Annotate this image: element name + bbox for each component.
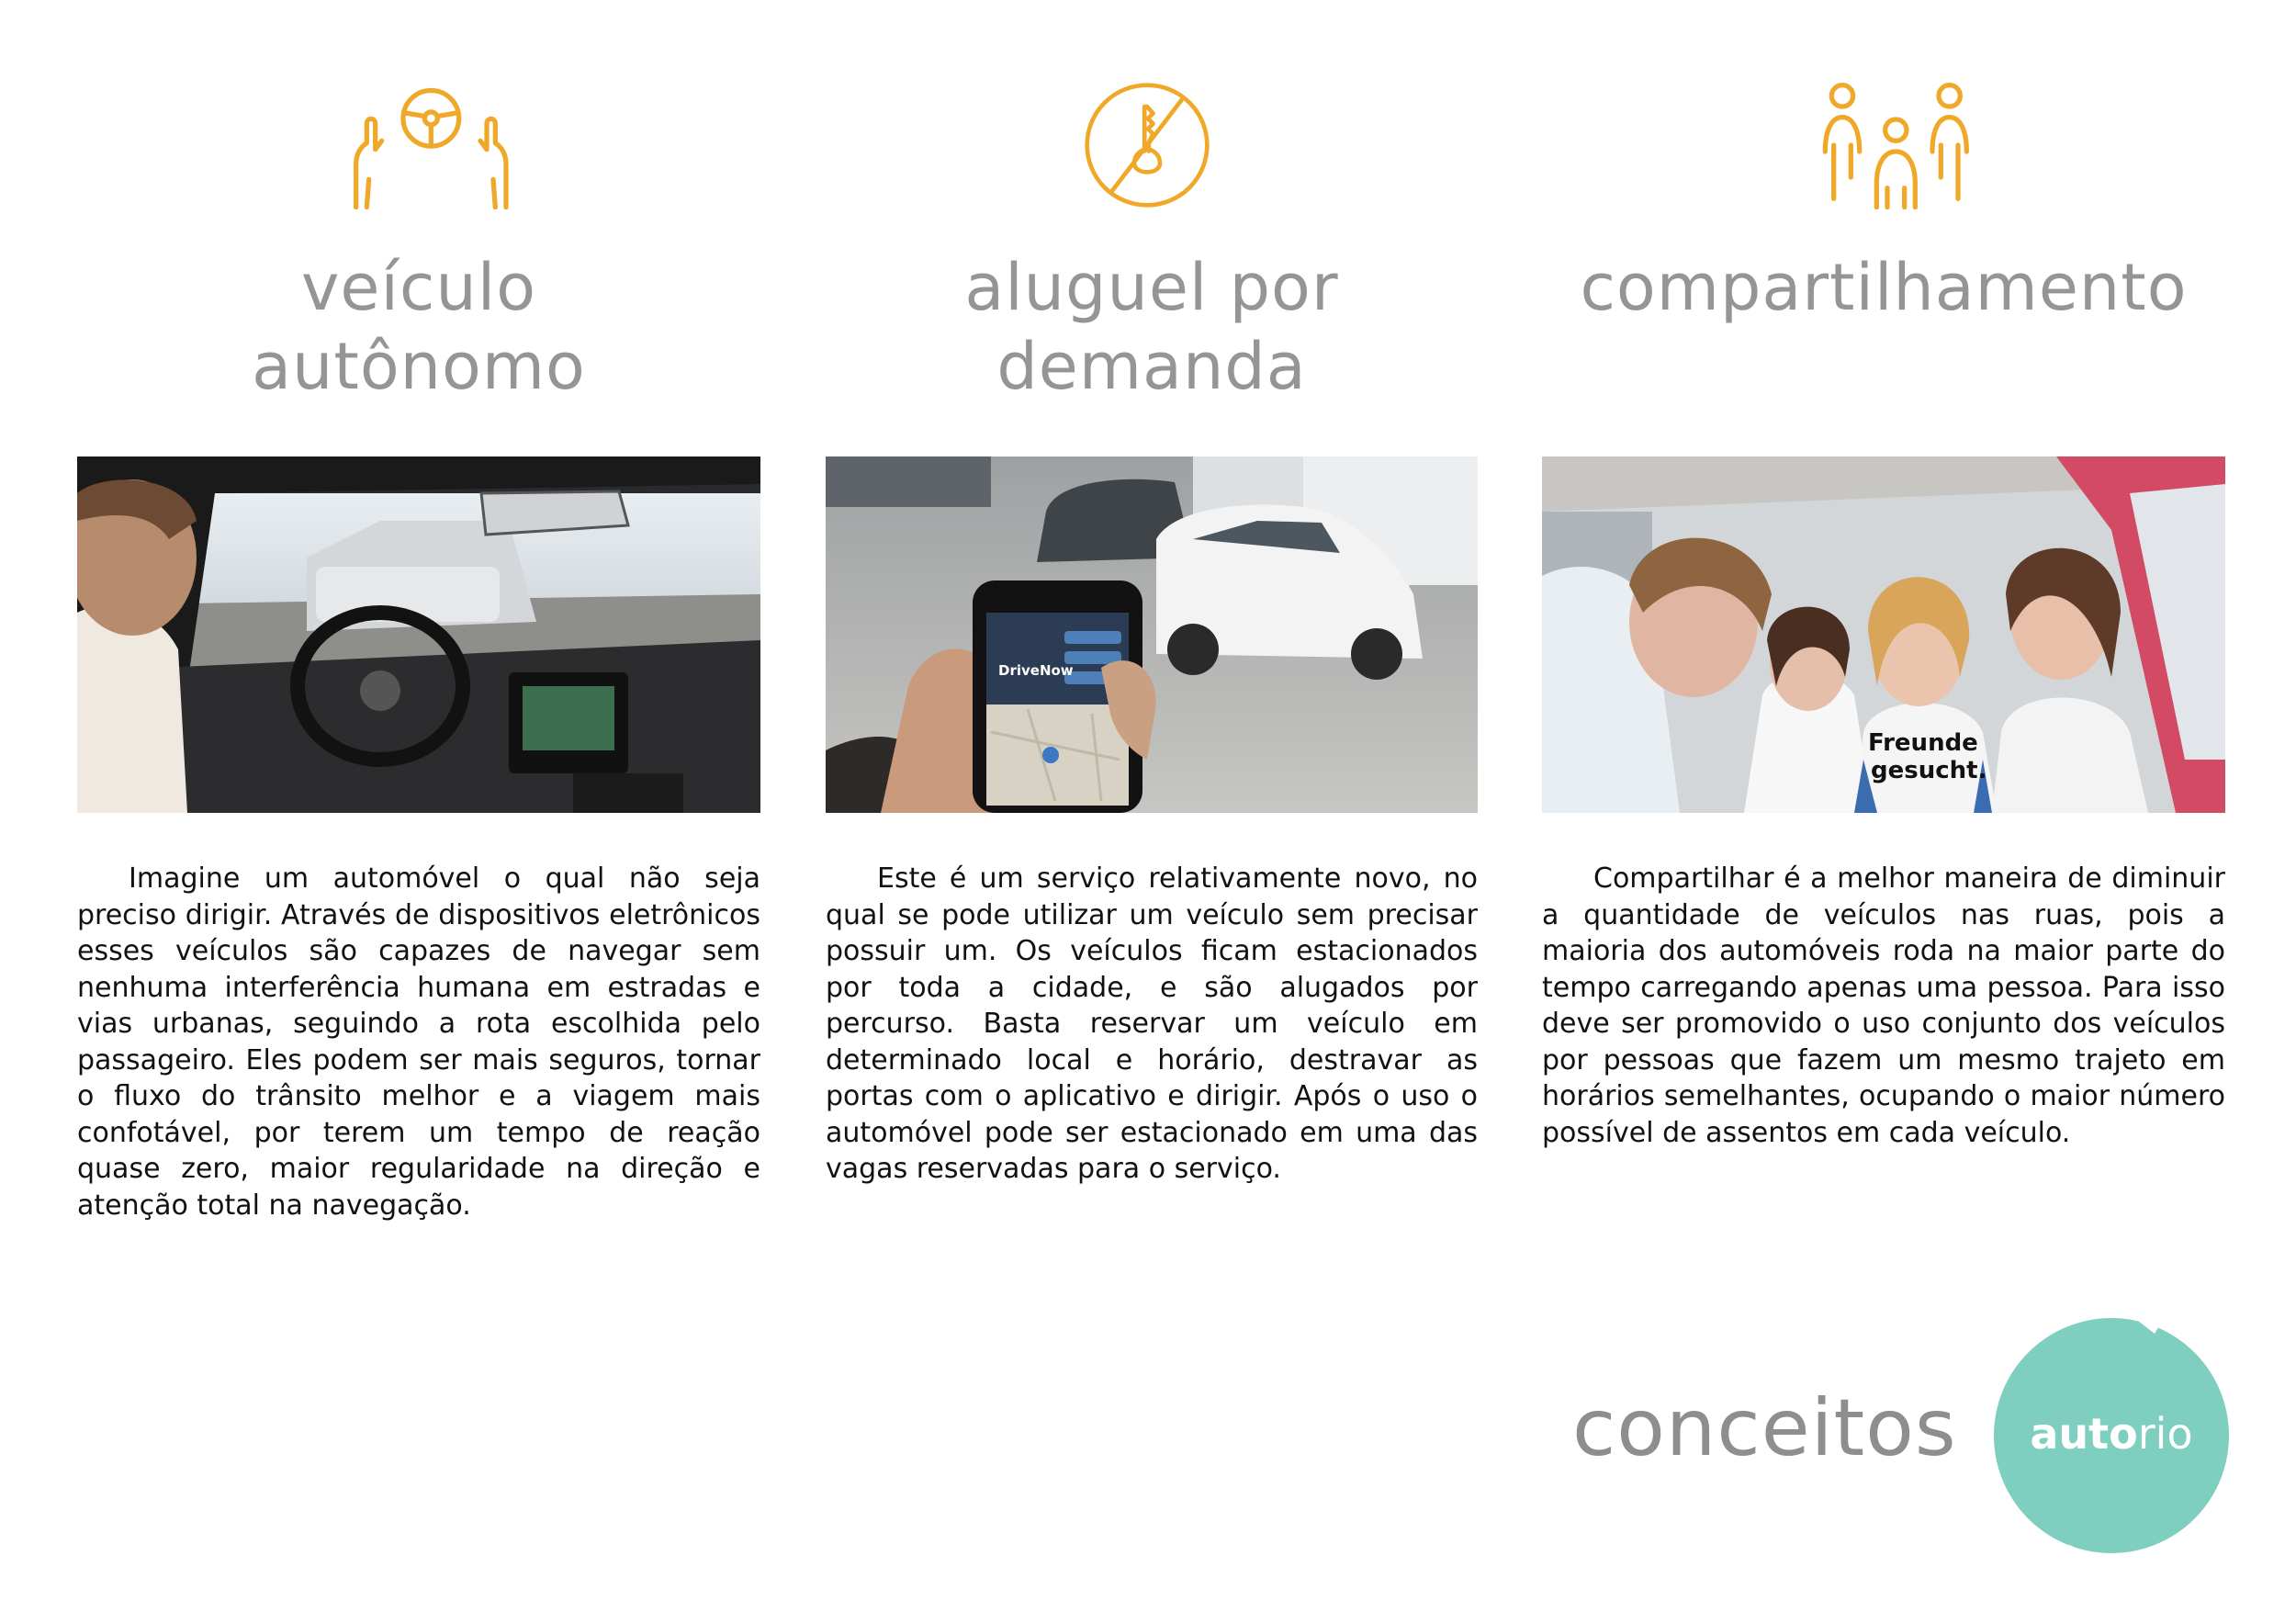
concept-title-line: veículo bbox=[300, 250, 537, 325]
concept-description: Este é um serviço relativamente novo, no qual se pode utilizar um veículo sem precisar possuir um. Os veículos ficam estacionados por toda a cidade, e são alugados por percurso. Basta reservar um veículo em determinado local e horário, destravar as portas com o aplicativo e dirigir. Após o uso o automóvel pode ser estacionado em uma das vagas reservadas para o serviço. bbox=[826, 862, 1478, 1185]
concept-title bbox=[826, 248, 1478, 406]
concept-title-line: compartilhamento bbox=[1580, 250, 2188, 325]
no-car-key-icon bbox=[1083, 81, 1221, 209]
phone-app-label: DriveNow bbox=[998, 662, 1074, 679]
friends-sharing-car-photo bbox=[1542, 456, 2225, 813]
section-title: conceitos bbox=[1572, 1382, 1957, 1474]
shirt-text-line: gesucht. bbox=[1871, 757, 1987, 784]
group-of-people-icon bbox=[1810, 81, 1957, 209]
phone-rental-app-photo bbox=[826, 456, 1478, 813]
hands-steering-wheel-icon bbox=[345, 81, 492, 209]
concept-title-line: autônomo bbox=[252, 329, 586, 404]
logo-text-strong: auto bbox=[2030, 1409, 2138, 1459]
concept-title-line: aluguel por bbox=[964, 250, 1339, 325]
logo-text-light: rio bbox=[2137, 1409, 2193, 1459]
driver-in-autonomous-car-photo bbox=[77, 456, 760, 813]
concept-description: Compartilhar é a melhor maneira de diminuir a quantidade de veículos nas ruas, pois a maioria dos automóveis roda na maior parte do tempo carregando apenas uma pessoa. Para isso deve ser promovido o uso conjunto dos veículos por pessoas que fazem um mesmo trajeto em horários semelhantes, ocupando o maior número possível de assentos em cada veículo. bbox=[1542, 862, 2225, 1149]
shirt-text-line: Freunde bbox=[1868, 729, 1978, 757]
concept-description: Imagine um automóvel o qual não seja preciso dirigir. Através de dispositivos eletrônicos esses veículos são capazes de navegar sem nenhuma interferência humana em estradas e vias urbanas, seguindo a rota escolhida pelo passageiro. Eles podem ser mais seguros, tornar o fluxo do trânsito melhor e a viagem mais confotável, por terem um tempo de reação quase zero, maior regularidade na direção e atenção total na navegação. bbox=[77, 862, 760, 1222]
autorio-logo bbox=[1991, 1315, 2232, 1556]
concept-title bbox=[77, 248, 760, 406]
concept-title bbox=[1542, 248, 2225, 327]
logo-text bbox=[1991, 1409, 2232, 1459]
concept-title-line: demanda bbox=[996, 329, 1307, 404]
